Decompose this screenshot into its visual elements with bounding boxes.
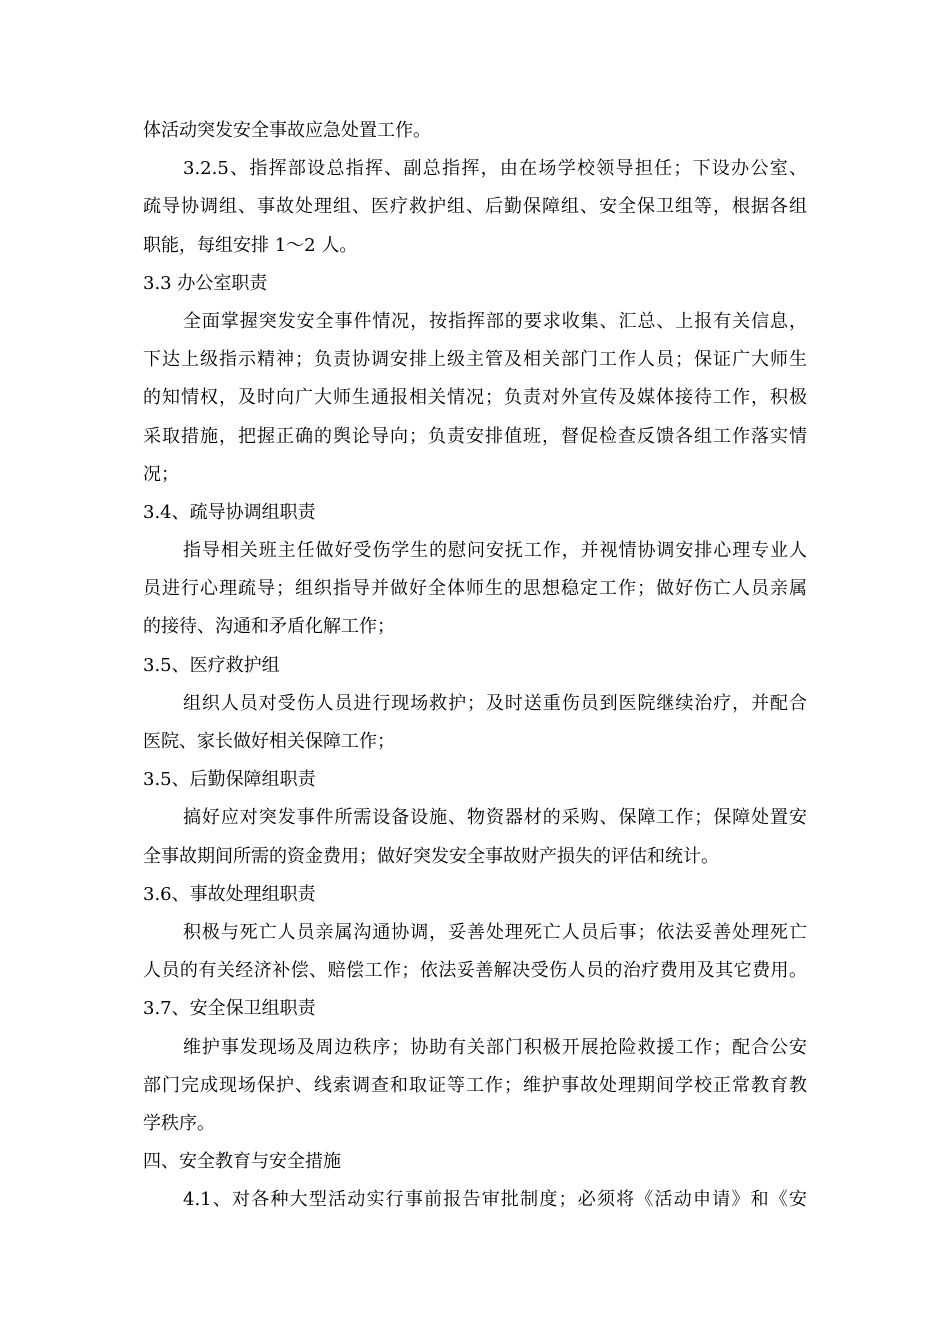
text-line: 维护事发现场及周边秩序；协助有关部门积极开展抢险救援工作；配合公安 xyxy=(183,1036,807,1058)
text-line: 疏导协调组、事故处理组、医疗救护组、后勤保障组、安全保卫组等，根据各组 xyxy=(143,196,807,218)
text-line: 的接待、沟通和矛盾化解工作； xyxy=(143,616,395,638)
text-line: 4.1、对各种大型活动实行事前报告审批制度；必须将《活动申请》和《安 xyxy=(183,1189,807,1211)
text-line: 职能，每组安排 1～2 人。 xyxy=(143,234,358,256)
text-line: 医院、家长做好相关保障工作； xyxy=(143,731,395,752)
text-line: 积极与死亡人员亲属沟通协调，妥善处理死亡人员后事；依法妥善处理死亡 xyxy=(183,921,807,943)
document-page xyxy=(143,112,807,1219)
text-line: 采取措施，把握正确的舆论导向；负责安排值班，督促检查反馈各组工作落实情 xyxy=(143,425,807,447)
section-heading: 3.3 办公室职责 xyxy=(143,272,268,294)
chapter-heading: 四、安全教育与安全措施 xyxy=(143,1151,341,1173)
section-heading: 3.6、事故处理组职责 xyxy=(143,883,316,905)
text-line: 搞好应对突发事件所需设备设施、物资器材的采购、保障工作；保障处置安 xyxy=(183,807,807,829)
text-line: 况； xyxy=(143,463,179,485)
text-line: 全面掌握突发安全事件情况，按指挥部的要求收集、汇总、上报有关信息， xyxy=(183,310,807,332)
text-line: 员进行心理疏导；组织指导并做好全体师生的思想稳定工作；做好伤亡人员亲属 xyxy=(143,578,807,600)
section-heading: 3.5、后勤保障组职责 xyxy=(143,769,316,791)
text-line: 组织人员对受伤人员进行现场救护；及时送重伤员到医院继续治疗，并配合 xyxy=(183,692,807,714)
section-heading: 3.4、疏导协调组职责 xyxy=(143,501,316,523)
text-line: 人员的有关经济补偿、赔偿工作；依法妥善解决受伤人员的治疗费用及其它费用。 xyxy=(143,960,807,982)
text-line: 3.2.5、指挥部设总指挥、副总指挥，由在场学校领导担任；下设办公室、 xyxy=(183,158,807,180)
section-heading: 3.7、安全保卫组职责 xyxy=(143,998,316,1020)
text-line: 全事故期间所需的资金费用；做好突发安全事故财产损失的评估和统计。 xyxy=(143,845,719,867)
text-line: 的知情权，及时向广大师生通报相关情况；负责对外宣传及媒体接待工作，积极 xyxy=(143,387,807,409)
text-line: 下达上级指示精神；负责协调安排上级主管及相关部门工作人员；保证广大师生 xyxy=(143,349,807,371)
text-line: 指导相关班主任做好受伤学生的慰问安抚工作，并视情协调安排心理专业人 xyxy=(183,540,807,562)
section-heading: 3.5、医疗救护组 xyxy=(143,654,280,676)
text-line: 部门完成现场保护、线索调查和取证等工作；维护事故处理期间学校正常教育教 xyxy=(143,1074,807,1096)
text-line: 学秩序。 xyxy=(143,1112,215,1134)
text-line: 体活动突发安全事故应急处置工作。 xyxy=(143,120,431,141)
